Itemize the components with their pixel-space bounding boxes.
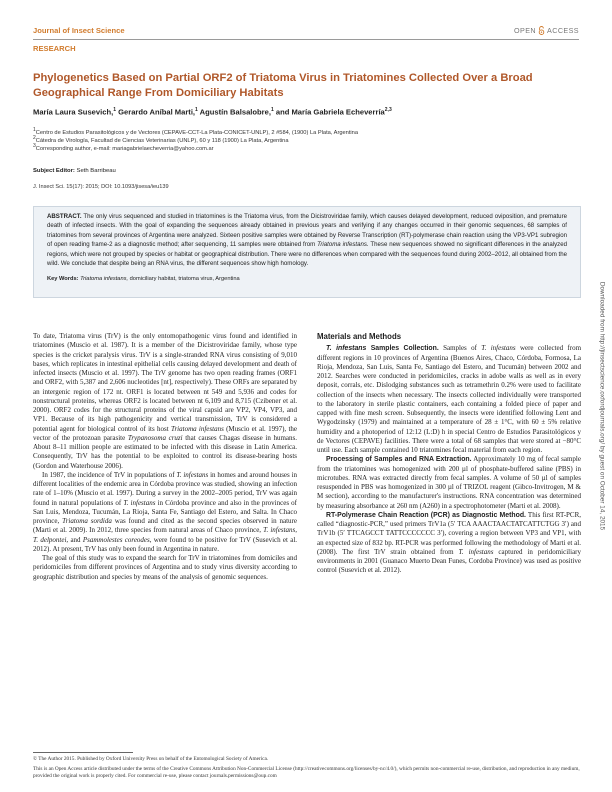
run-in-heading: Processing of Samples and RNA Extraction.	[326, 456, 472, 464]
intro-text: were found to be positive for TrV (Susevich et al. 2012). At present, TrV has only been found in Argentina in nature.	[33, 535, 298, 553]
intro-paragraph-3: The goal of this study was to expand the search for TrV in triatomines from domiciles and peridomiciles from different provinces of Argentina and to study virus diversity according to geographic distribution and species by means of the analysis of genomic sequences.	[33, 554, 297, 581]
license-notice: This is an Open Access article distributed under the terms of the Creative Commons Attribution Non-Commercial License (http://creativecommons.org/licenses/by-nc/4.0/), which permits non-commercial re-use, distribution, and reproduction in any medium, provided the original work is properly cited. For commercial re-use, please contact journals.permissions@oup.com	[33, 766, 580, 779]
methods-text: This first RT-PCR, called “diagnostic-PCR,” used primers TrV1a (5′ TCA AAACTAACTATCATTCTGG 3′) and TrV1b (5′ TTCAGCCT TATTCCCCCCC 3′), covering a region between VP3 and VP1, with an expected size of 832 bp. RT-PCR was performed following the methodology of Marti et al. (2008). The first TrV strain obtained from	[317, 510, 582, 556]
species-name: T. infestans	[176, 470, 209, 479]
abstract-text-1: The only virus sequenced and studied in triatomines is the Triatoma virus, from the Dicistroviridae family, which causes delayed development, reduced oviposition, and premature death of infected insects. With the goal of expanding the sequences already obtained in previous years and verifying if any changes occurred in their genomic sequences, 68 samples of triatomines from several provinces of Argentina were analyzed. Sixteen positive samples were obtained by Reverse Transcription (RT)-polymerase chain reaction using the VP3-VP1 subregion of open reading frame-2 as a diagnostic method; after sequencing, 11 samples were obtained from	[47, 213, 567, 249]
intro-text: To date, Triatoma virus (TrV) is the only entomopathogenic virus found and identified in triatomines (Muscio et al. 1987). It is a member of the Dicistroviridae family, whose type species is the cricket paralysis virus. TrV is a single-stranded RNA virus consisting of 9,010 bases, which replicates in intestinal epithelial cells causing delayed development and death of infected insects (Muscio et al. 1997). The TrV genome has two open reading frames (ORF1 and ORF2, with 5,387 and 2,606 nucleotides [nt], respectively). These ORFs are separated by an intergenic region of 172 nt. ORF1 is located between nt 549 and 5,936 and codes for nonstructural proteins, whereas ORF2 is located between nt 6,109 and 8,715 (Czibener et al. 2000). ORF2 codes for the structural proteins of the viral capsid are VP2, VP4, VP3, and VP1. Because of its high pathogenicity and vertical transmission, TrV is considered a potential agent for biological control of its host	[33, 332, 297, 433]
footer-rule	[33, 752, 133, 753]
run-in-heading: RT-Polymerase Chain Reaction (PCR) as Diagnostic Method.	[326, 511, 526, 519]
abstract-text-2: These new sequences showed no significant differences in the analyzed regions, which were not grouped by species or habitat or geographical distribution. There were no differences when compared with the sequences found during 2002–2012, all obtained from the wild. We conclude that despite being an RNA virus, the different sequences show high homology.	[47, 241, 567, 268]
subject-editor	[33, 168, 116, 174]
methods-text: Approximately 10 mg of fecal sample from the triatomines was homogenized with 200 µl of phosphate-buffered saline (PBS) in microtubes. RNA was extracted directly from fecal samples. A volume of 50 µl of samples resuspended in PBS was homogenized in 300 µl of TRIZOL reagent (Gibco-Invitrogen, M & M section), according to the manufacturer's instructions. RNA concentration was determined by measuring absorbance at 260 nm (A260) in a spectrophotometer (Marti et al. 2008).	[317, 455, 581, 510]
intro-text: was found and cited as the second species observed in nature (Marti et al. 2009). In 2012, three species from natural areas of Chaco province,	[33, 517, 297, 535]
intro-text: In 1987, the incidence of TrV in populations of	[42, 470, 175, 479]
affiliation-sup: 3	[33, 143, 36, 149]
download-watermark-text: Downloaded from http://jinsectscience.oxfordjournals.org/ by guest on October 14, 2015	[598, 281, 606, 531]
intro-text: in Córdoba province and also in the provinces of San Luis, Mendoza, Tucumán, La Rioja, Santa Fe, Santiago del Estero, and Salta. In Chaco province,	[33, 498, 298, 525]
author-name: Gerardo Aníbal Marti,	[118, 107, 196, 117]
author-name: María Laura Susevich,	[33, 107, 114, 117]
methods-text: Samples of	[443, 344, 477, 353]
header-rule	[33, 39, 579, 40]
author-affil-sup: 1	[113, 107, 116, 113]
run-in-heading: Samples Collection.	[370, 345, 439, 353]
corresponding-author	[33, 143, 581, 153]
article-title: Phylogenetics Based on Partial ORF2 of Triatoma Virus in Triatomines Collected Over a Broad Geographical Range From Domiciliary Habitats	[33, 72, 533, 99]
intro-paragraph-1	[33, 332, 297, 471]
section-label: RESEARCH	[33, 44, 76, 53]
author-name: and María Gabriela Echeverría	[275, 107, 385, 117]
body-left-column	[33, 332, 297, 582]
author-list	[33, 107, 581, 117]
methods-paragraph-2	[317, 455, 581, 511]
body-right-column	[317, 332, 581, 576]
affiliation-sup: 1	[33, 127, 36, 133]
abstract-species: Triatoma infestans.	[317, 241, 369, 249]
species-name: Psammolestes coreodes,	[82, 535, 152, 544]
keywords-label: Key Words:	[47, 276, 79, 282]
intro-text: in homes and around houses in different localities of the endemic area in Córdoba province was studied, showing an infection rate of 1–10% (Muscio et al. 1997). During a survey in the 2002–2005 period, TrV was again found in natural populations of	[33, 470, 298, 507]
affiliation-text: Centro de Estudios Parasitológicos y de Vectores (CEPAVE-CCT-La Plata-CONICET-UNLP), 2 #584, (1900) La Plata, Argentina	[35, 129, 359, 136]
open-access-label: OPEN	[514, 26, 537, 35]
copyright-notice: © The Author 2015. Published by Oxford University Press on behalf of the Entomological Society of America.	[33, 756, 269, 762]
intro-text: that causes Chagas disease in humans. About 8–11 million people are estimated to be infected with this disease in Latin America. Consequently, TrV has the potential to be exploited to control its disease-bearing hosts (Gordon and Waterhouse 2006).	[33, 433, 297, 470]
intro-text: and	[70, 535, 81, 544]
author-affil-sup: 1	[195, 107, 198, 113]
affiliation-sup: 2	[33, 135, 36, 141]
author-affil-sup: 1	[270, 107, 274, 113]
species-name: T. infestans	[458, 547, 494, 556]
methods-paragraph-1	[317, 344, 581, 455]
intro-paragraph-2	[33, 471, 297, 554]
subject-editor-label: Subject Editor:	[33, 168, 75, 174]
species-name: T. infestans, T. delpontei,	[33, 526, 298, 544]
abstract	[47, 212, 567, 268]
species-name: T. infestans	[123, 498, 156, 507]
species-name: Triatoma infestans	[170, 424, 224, 433]
open-access-lock-icon	[538, 26, 545, 35]
section-heading-methods: Materials and Methods	[317, 332, 402, 341]
abstract-label: ABSTRACT.	[47, 213, 82, 220]
citation-line: J. Insect Sci. 15(17): 2015; DOI: 10.1093/jisesa/ieu139	[33, 184, 169, 190]
methods-text: were collected from different regions in 10 provinces of Argentina (Buenos Aires, Chaco, Córdoba, Formosa, La Rioja, Mendoza, San Luis, Santa Fe, Santiago del Estero, and Tucumán) between 2002 and 2012. Searches were conducted in peridomiciles, cracks in adobe walls as well as in every deposit, corrals, etc. Dislodging substances such as tetramethrin 0.2% were used to facilitate collection of the insects when necessary. The insects collected individually were transported to the laboratory in sterile plastic containers, each containing a folded piece of paper and capped with fine mesh screen. Subsequently, the insects were identified following Lent and Wygodzinsky (1979) and maintained at a temperature of 28 ± 1°C, with 60 ± 5% relative humidity and a photoperiod of 12:12 (L:D) h in special Centro de Estudios Parasitológicos y de Vectores (CEPAVE) facilities. There were a total of 68 samples that were stored at −80°C until use. Each sample contained 10 triatomines fecal material from each region.	[317, 344, 582, 454]
methods-paragraph-3	[317, 511, 581, 576]
methods-text: captured in peridomiciliary environments in 2001 (Guanaco Muerto Dean Funes, Cordoba Province) was used as positive control (Susevich et al. 2012).	[317, 547, 582, 575]
open-access-suffix: ACCESS	[547, 26, 579, 35]
affiliation-text: Cátedra de Virología, Facultad de Ciencias Veterinarias (UNLP), 60 y 118 (1900) La Plata, Argentina	[35, 137, 289, 144]
subject-editor-name: Seth Barribeau	[76, 168, 116, 174]
species-name: Triatoma sordida	[62, 517, 112, 525]
keywords	[47, 276, 567, 282]
author-affil-sup: 2,3	[384, 107, 392, 113]
run-in-species: T. infestans	[326, 345, 367, 353]
affiliation-text: Corresponding author, e-mail: mariagabrielaecheverria@yahoo.com.ar	[35, 145, 214, 152]
author-name: Agustín Balsalobre,	[199, 107, 271, 117]
open-access-badge	[514, 26, 579, 35]
intro-text: (Muscio et al. 1997), the vector of the protozoan parasite	[33, 424, 297, 442]
keywords-species: Triatoma infestans,	[80, 276, 129, 282]
keywords-rest: domiciliary habitat, triatoma virus, Argentina	[129, 276, 240, 282]
species-name: Trypanosoma cruzi	[127, 433, 183, 442]
journal-name: Journal of Insect Science	[33, 26, 125, 35]
download-watermark	[594, 138, 610, 674]
species-name: T. infestans	[481, 344, 516, 353]
